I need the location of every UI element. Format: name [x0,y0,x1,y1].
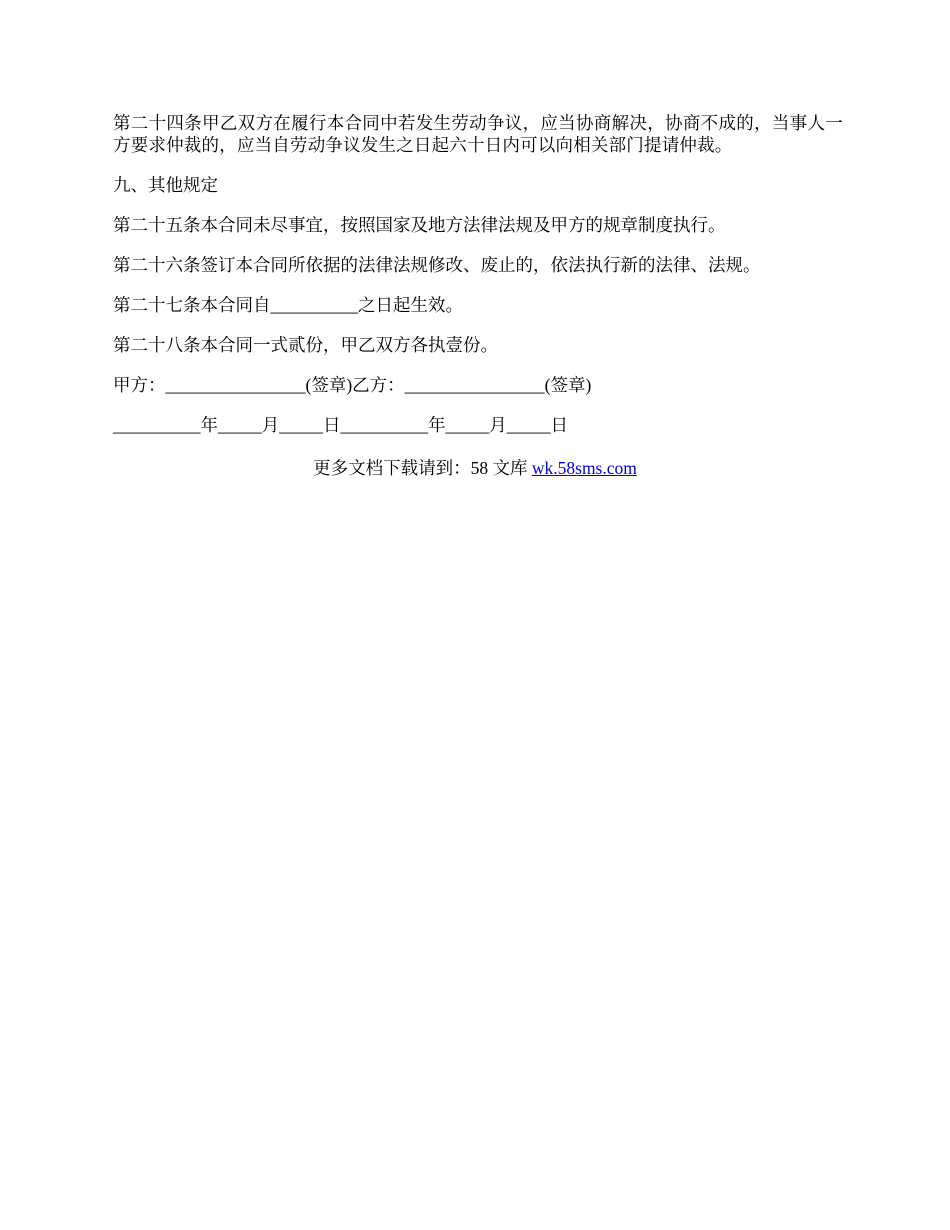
article-24-paragraph: 第二十四条甲乙双方在履行本合同中若发生劳动争议，应当协商解决，协商不成的，当事人一方要求仲裁的，应当自劳动争议发生之日起六十日内可以向相关部门提请仲裁。 [113,113,843,155]
article-28-paragraph: 第二十八条本合同一式贰份，甲乙双方各执壹份。 [113,335,498,355]
article-27-paragraph: 第二十七条本合同自__________之日起生效。 [113,295,463,315]
section-heading-other-provisions: 九、其他规定 [113,175,218,195]
footer-link[interactable]: wk.58sms.com [531,458,637,478]
signature-line: 甲方：________________(签章)乙方：________________(签章) [113,375,592,395]
document-body [113,112,843,454]
footer-text: 更多文档下载请到：58 文库 [313,458,532,478]
download-footer [0,457,950,479]
date-line: __________年_____月_____日__________年_____月_____日 [113,415,568,435]
article-26-paragraph: 第二十六条签订本合同所依据的法律法规修改、废止的，依法执行新的法律、法规。 [113,255,761,275]
article-25-paragraph: 第二十五条本合同未尽事宜，按照国家及地方法律法规及甲方的规章制度执行。 [113,215,726,235]
